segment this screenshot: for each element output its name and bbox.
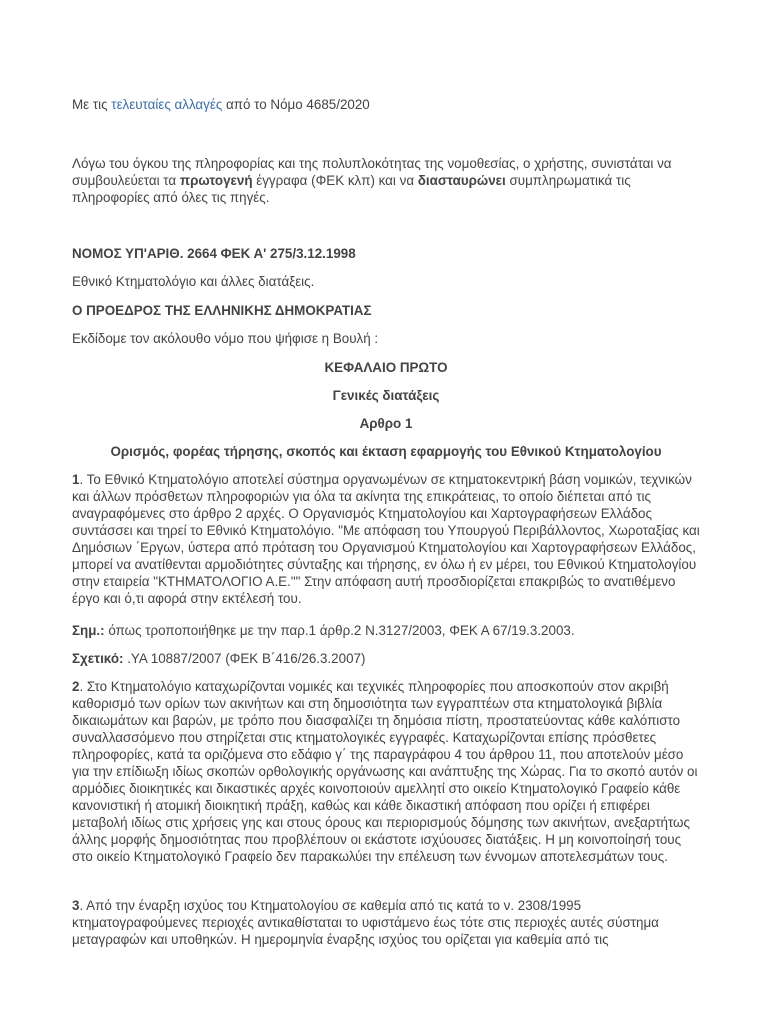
article-title: Ορισμός, φορέας τήρησης, σκοπός και έκταση εφαρμογής του Εθνικού Κτηματολογίου	[110, 444, 662, 459]
warning-notice: Λόγω του όγκου της πληροφορίας και της πολυπλοκότητας της νομοθεσίας, ο χρήστης, συνιστάται να συμβουλεύεται τα πρωτογενή έγγραφα (ΦΕΚ κλπ) και να διασταυρώνει συμπληρωματικά τις πληροφορίες από όλες τις πηγές.	[72, 156, 672, 205]
related-line: Σχετικό: .ΥΑ 10887/2007 (ΦΕΚ Β΄416/26.3.2007)	[72, 651, 366, 666]
paragraph-2-number: 2	[72, 679, 80, 694]
note-label: Σημ.:	[72, 623, 105, 638]
warning-bold-primary: πρωτογενή	[179, 173, 253, 188]
intro-line	[72, 96, 700, 113]
note-line: Σημ.: όπως τροποποιήθηκε με την παρ.1 άρθρ.2 Ν.3127/2003, ΦΕΚ Α 67/19.3.2003.	[72, 623, 575, 638]
related-label: Σχετικό:	[72, 651, 124, 666]
intro-prefix: Με τις	[72, 97, 112, 112]
enactment-line: Εκδίδομε τον ακόλουθο νόμο που ψήφισε η Βουλή :	[72, 331, 379, 346]
paragraph-1: 1. Το Εθνικό Κτηματολόγιο αποτελεί σύστημα οργανωμένων σε κτηματοκεντρική βάση νομικών, τεχνικών και άλλων πρόσθετων πληροφοριών για όλα τα ακίνητα της επικράτειας, το οποίο διέπεται από τις αναγραφόμενες στο άρθρο 2 αρχές. Ο Οργανισμός Κτηματολογίου και Χαρτογραφήσεων Ελλάδος συντάσσει και τηρεί το Εθνικό Κτηματολόγιο. "Με απόφαση του Υπουργού Περιβάλλοντος, Χωροταξίας και Δημόσιων ΄Εργων, ύστερα από πρόταση του Οργανισμού Κτηματολογίου και Χαρτογραφήσεων Ελλάδος, μπορεί να ανατίθενται αρμοδιότητες σύνταξης και τήρησης, εν όλω ή εν μέρει, του Εθνικού Κτηματολογίου στην εταιρεία "ΚΤΗΜΑΤΟΛΟΓΙΟ Α.Ε."" Στην απόφαση αυτή προσδιορίζεται επακριβώς το ανατιθέμενο έργο και ό,τι αφορά στην εκτέλεσή του.	[72, 472, 700, 606]
paragraph-2: 2. Στο Κτηματολόγιο καταχωρίζονται νομικές και τεχνικές πληροφορίες που αποσκοπούν στον ακριβή καθορισμό των ορίων των ακινήτων και στη δημοσιότητα των εγγραπτέων στα κτηματολογικά βιβλία δικαιωμάτων και βαρών, με τρόπο που διασφαλίζει τη δημόσια πίστη, προστατεύοντας κάθε καλόπιστο συναλλασσόμενο που στηρίζεται στις κτηματολογικές εγγραφές. Καταχωρίζονται επίσης πρόσθετες πληροφορίες, κατά τα οριζόμενα στο εδάφιο γ΄ της παραγράφου 4 του άρθρου 11, που αποτελούν μέσο για την επίδιωξη ιδίως σκοπών ορθολογικής οργάνωσης και ανάπτυξης της Χώρας. Για το σκοπό αυτόν οι αρμόδιες διοικητικές και δικαστικές αρχές κοινοποιούν αμελλητί στο οικείο Κτηματολογικό Γραφείο κάθε κανονιστική ή ατομική διοικητική πράξη, καθώς και κάθε δικαστική απόφαση που ορίζει ή επιφέρει μεταβολή ιδίως στις χρήσεις γης και στους όρους και περιορισμούς δόμησης των ακινήτων, ανεξαρτήτως άλλης μορφής δημοσιότητας που προβλέπουν οι εκάστοτε ισχύουσες διατάξεις. Η μη κοινοποίησή τους στο οικείο Κτηματολογικό Γραφείο δεν παρακωλύει την επέλευση των έννομων αποτελεσμάτων τους.	[72, 679, 698, 864]
paragraph-3-number: 3	[72, 898, 80, 913]
warning-bold-crosscheck: διασταυρώνει	[417, 173, 506, 188]
law-subtitle: Εθνικό Κτηματολόγιο και άλλες διατάξεις.	[72, 274, 315, 289]
chapter-title: ΚΕΦΑΛΑΙΟ ΠΡΩΤΟ	[324, 360, 448, 375]
paragraph-3: 3. Από την έναρξη ισχύος του Κτηματολογίου σε καθεμία από τις κατά το ν. 2308/1995 κτηματογραφούμενες περιοχές αντικαθίσταται το υφιστάμενο έως τότε στις περιοχές αυτές σύστημα μεταγραφών και υποθηκών. Η ημερομηνία έναρξης ισχύος του ορίζεται για καθεμία από τις	[72, 898, 659, 947]
paragraph-1-number: 1	[72, 472, 80, 487]
article-number: Αρθρο 1	[359, 416, 413, 431]
law-title: ΝΟΜΟΣ ΥΠ'ΑΡΙΘ. 2664 ΦΕΚ Α' 275/3.12.1998	[72, 246, 356, 261]
latest-changes-link[interactable]: τελευταίες αλλαγές	[111, 97, 223, 112]
chapter-subtitle: Γενικές διατάξεις	[332, 388, 440, 403]
intro-suffix: από το Νόμο 4685/2020	[222, 97, 370, 112]
president-heading: Ο ΠΡΟΕΔΡΟΣ ΤΗΣ ΕΛΛΗΝΙΚΗΣ ΔΗΜΟΚΡΑΤΙΑΣ	[72, 303, 372, 318]
